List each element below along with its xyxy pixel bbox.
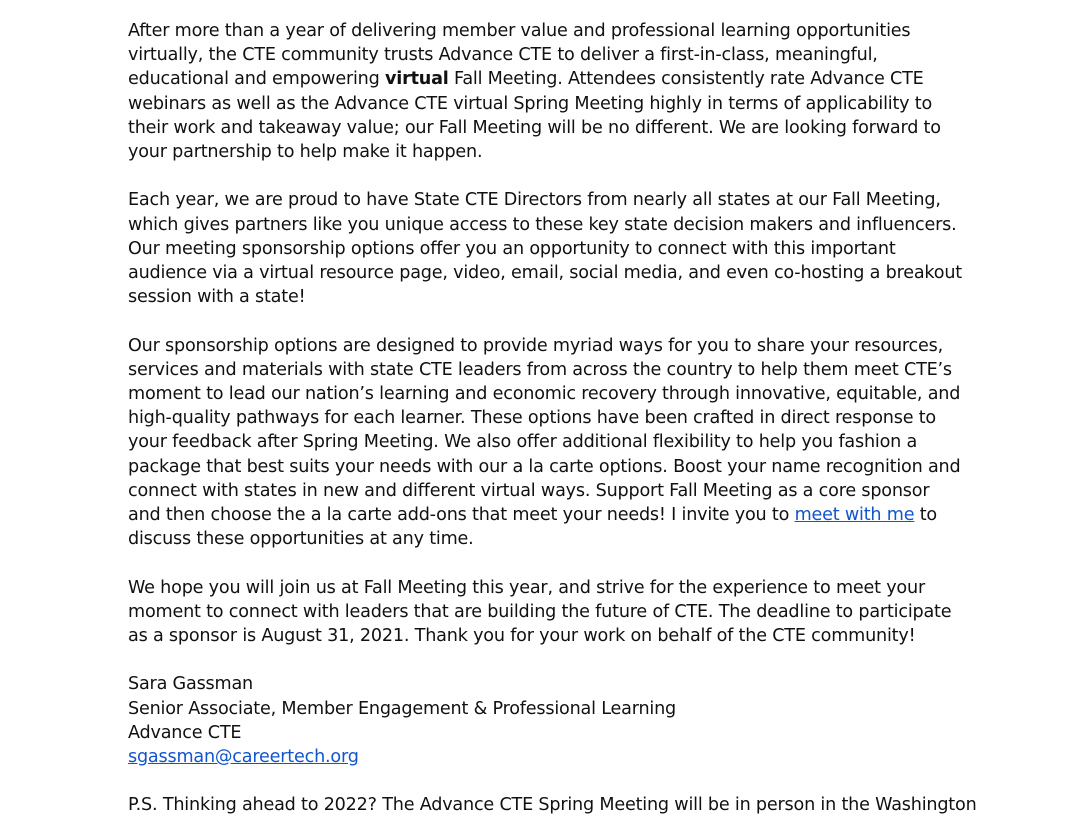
signature-title: Senior Associate, Member Engagement & Professional Learning	[128, 698, 676, 719]
signature-organization: Advance CTE	[128, 722, 242, 743]
paragraph-sponsorship-text-start: Our sponsorship options are designed to provide myriad ways for you to share your resources, services and materials with state CTE leaders from across the country to help them meet CTE’s moment to lead our nation’s learning and economic recovery through innovative, equitable, and high-quality pathways for each learner. These options have been crafted in direct response to your feedback after Spring Meeting. We also offer additional flexibility to help you fashion a package that best suits your needs with our a la carte options. Boost your name recognition and connect with states in new and different virtual ways. Support Fall Meeting as a core sponsor and then choose the a la carte add-ons that meet your needs! I invite you to	[128, 335, 961, 526]
paragraph-closing: We hope you will join us at Fall Meeting this year, and strive for the experience to meet your moment to connect with leaders that are building the future of CTE. The deadline to participate as a sponsor is August 31, 2021. Thank you for your work on behalf of the CTE community!	[128, 577, 952, 647]
paragraph-intro	[128, 19, 963, 164]
signature-block	[128, 672, 963, 769]
paragraph-intro-text-end: Fall Meeting. Attendees consistently rate Advance CTE webinars as well as the Advance CTE virtual Spring Meeting highly in terms of applicability to their work and takeaway value; our Fall Meeting will be no different. We are looking forward to your partnership to help make it happen.	[128, 69, 941, 163]
paragraph-state-directors: Each year, we are proud to have State CTE Directors from nearly all states at our Fall Meeting, which gives partners like you unique access to these key state decision makers and influencers. Our meeting sponsorship options offer you an opportunity to connect with this important audience via a virtual resource page, video, email, social media, and even co-hosting a breakout session with a state!	[128, 190, 963, 308]
meet-with-me-link[interactable]: meet with me	[794, 505, 915, 526]
emphasis-virtual: virtual	[385, 69, 449, 90]
letter-body	[128, 19, 977, 818]
postscript: P.S. Thinking ahead to 2022? The Advance CTE Spring Meeting will be in person in the Washington	[128, 795, 977, 816]
paragraph-sponsorship-text-end: to discuss these opportunities at any time.	[128, 505, 937, 550]
paragraph-sponsorship-options	[128, 334, 963, 552]
paragraph-intro-text-start: After more than a year of delivering member value and professional learning opportunities virtually, the CTE community trusts Advance CTE to deliver a first-in-class, meaningful, educational and empowering	[128, 21, 911, 90]
signature-name: Sara Gassman	[128, 674, 253, 695]
signature-email-link[interactable]: sgassman@careertech.org	[128, 747, 359, 768]
